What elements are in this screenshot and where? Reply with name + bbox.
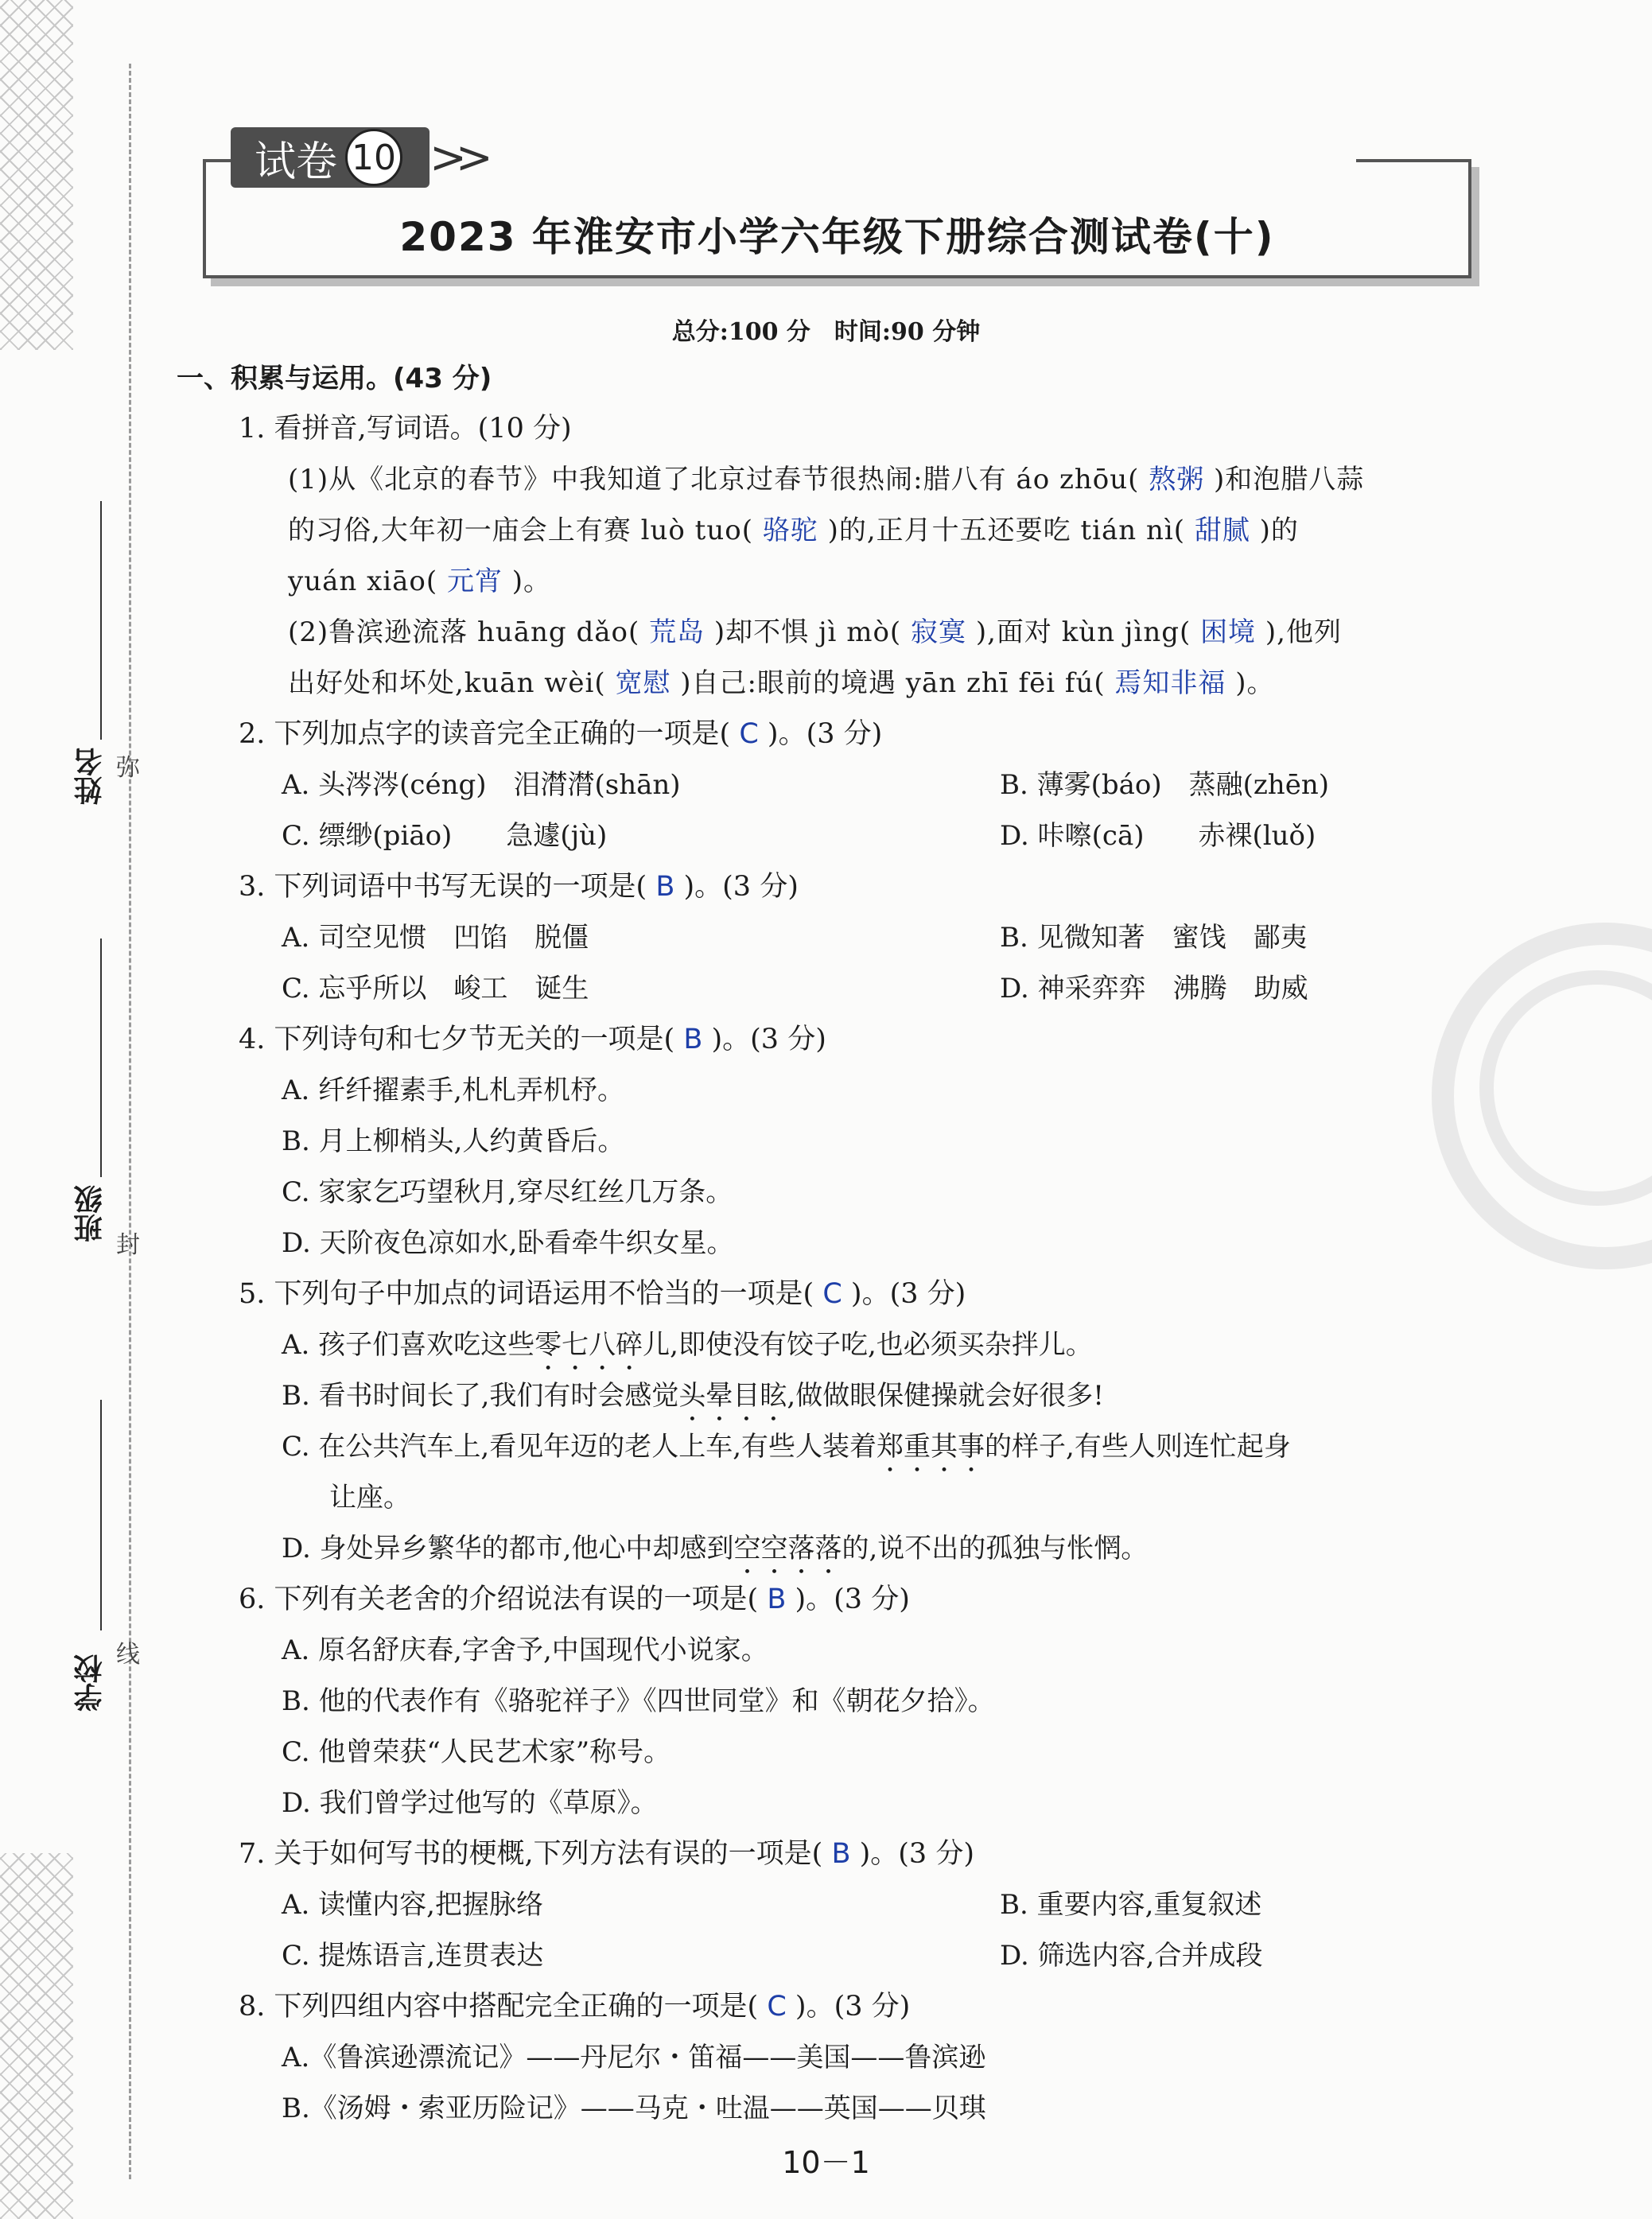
dotted-word: 零七八碎 [534, 1329, 643, 1361]
option-b: B. 月上柳梢头,人约黄昏后。 [282, 1125, 625, 1157]
question-1-line [177, 556, 1513, 607]
name-write-line [100, 501, 102, 740]
text: D. 身处异乡繁华的都市,他心中却感到 [282, 1533, 734, 1564]
text: )和泡腊八蒜 [1214, 464, 1365, 495]
option-row [177, 1879, 1513, 1930]
question-8-stem [177, 1981, 1513, 2032]
text: (1)从《北京的春节》中我知道了北京过春节很热闹:腊八有 áo zhōu( [288, 464, 1140, 495]
answer: B [767, 1584, 787, 1615]
text: ),面对 kùn jìng( [975, 616, 1191, 648]
question-1-stem: 1. 看拼音,写词语。(10 分) [239, 413, 572, 445]
text: )。 [511, 565, 552, 597]
seal-dashed-line [129, 64, 131, 2179]
text: 8. 下列四组内容中搭配完全正确的一项是( [239, 1991, 759, 2023]
chevron-icon: >> [430, 132, 482, 184]
exam-content [177, 354, 1513, 2134]
option-row [177, 1930, 1513, 1981]
option-b: B. 重要内容,重复叙述 [1000, 1889, 1262, 1921]
text: ,做做眼保健操就会好很多! [787, 1380, 1104, 1412]
text: )自己:眼前的境遇 yān zhī fēi fú( [680, 667, 1106, 699]
option-d: D. 天阶夜色凉如水,卧看牵牛织女星。 [282, 1227, 734, 1259]
answer: 荒岛 [649, 616, 706, 648]
answer: 焉知非福 [1114, 667, 1226, 699]
option-b: B.《汤姆・索亚历险记》——马克・吐温——英国——贝琪 [282, 2093, 986, 2124]
option-row [177, 760, 1513, 810]
question-5-stem [177, 1269, 1513, 1319]
text: 2. 下列加点字的读音完全正确的一项是( [239, 718, 731, 750]
text: 3. 下列词语中书写无误的一项是( [239, 871, 647, 903]
text: )的,正月十五还要吃 tián nì( [827, 515, 1186, 546]
exam-meta: 总分:100 分 时间:90 分钟 [671, 318, 981, 346]
hatch-pattern-top [0, 0, 73, 350]
text: )。(3 分) [767, 718, 883, 750]
answer: B [655, 871, 675, 903]
option-c: C. 忘乎所以 峻工 诞生 [282, 973, 589, 1005]
text: 5. 下列句子中加点的词语运用不恰当的一项是( [239, 1278, 814, 1310]
text: 4. 下列诗句和七夕节无关的一项是( [239, 1024, 675, 1055]
option-a: A. 头涔涔(céng) 泪潸潸(shān) [282, 769, 681, 801]
option-b: B. 薄雾(báo) 蒸融(zhēn) [1000, 769, 1329, 801]
option-b [177, 1370, 1513, 1421]
option-c-continued: 让座。 [329, 1482, 410, 1514]
option-row [177, 912, 1513, 963]
text: 的,说不出的孤独与怅惘。 [842, 1533, 1149, 1564]
text: )。(3 分) [683, 871, 799, 903]
school-write-line [100, 1400, 102, 1630]
text: )却不惧 jì mò( [713, 616, 902, 648]
text: )。(3 分) [795, 1584, 910, 1615]
option-c: C. 他曾荣获“人民艺术家”称号。 [282, 1736, 671, 1768]
option-a [177, 1319, 1513, 1370]
answer: 困境 [1200, 616, 1257, 648]
text: 出好处和坏处,kuān wèi( [288, 667, 606, 699]
text: C. 在公共汽车上,看见年迈的老人上车,有些人装着 [282, 1431, 877, 1463]
question-1-line [177, 454, 1513, 505]
text: yuán xiāo( [288, 565, 438, 597]
text: 的样子,有些人则连忙起身 [985, 1431, 1291, 1463]
class-write-line [100, 939, 102, 1177]
exam-tag-number: 10 [345, 129, 402, 186]
option-c: C. 家家乞巧望秋月,穿尽红丝几万条。 [282, 1176, 733, 1208]
text: )。(3 分) [859, 1838, 974, 1870]
answer: C [767, 1991, 787, 2023]
question-1-line [177, 658, 1513, 709]
text: A. 孩子们喜欢吃这些 [282, 1329, 535, 1361]
dotted-word: 空空落落 [733, 1533, 842, 1564]
answer: C [739, 718, 759, 750]
answer: 元宵 [446, 565, 503, 597]
text: (2)鲁滨逊流落 huāng dǎo( [288, 616, 640, 648]
answer: 寂寞 [911, 616, 966, 648]
option-c: C. 提炼语言,连贯表达 [282, 1940, 544, 1972]
section-title: 一、积累与运用。(43 分) [177, 363, 492, 394]
answer: 熬粥 [1149, 464, 1205, 495]
option-d: D. 我们曾学过他写的《草原》。 [282, 1787, 658, 1819]
answer: 骆驼 [762, 515, 818, 546]
text: ),他列 [1265, 616, 1342, 648]
option-a: A.《鲁滨逊漂流记》——丹尼尔・笛福——美国——鲁滨逊 [282, 2042, 986, 2073]
text: 儿,即使没有饺子吃,也必须买杂拌儿。 [643, 1329, 1093, 1361]
text: B. 看书时间长了,我们有时会感觉 [282, 1380, 679, 1412]
school-label: 学校 [74, 1654, 107, 1712]
option-d: D. 咔嚓(cā) 赤裸(luǒ) [1000, 820, 1316, 852]
option-d [177, 1523, 1513, 1574]
answer: B [683, 1024, 703, 1055]
seal-char-2: 封 [116, 1231, 140, 1259]
text: )。(3 分) [850, 1278, 966, 1310]
class-label: 班级 [74, 1185, 107, 1242]
option-a: A. 原名舒庆春,字舍予,中国现代小说家。 [282, 1634, 768, 1666]
dotted-word: 头晕目眩 [678, 1380, 787, 1412]
seal-char-3: 线 [116, 1641, 140, 1669]
text: 的习俗,大年初一庙会上有赛 luò tuo( [288, 515, 753, 546]
option-b: B. 见微知著 蜜饯 鄙夷 [1000, 922, 1308, 954]
question-1-line [177, 607, 1513, 658]
option-b: B. 他的代表作有《骆驼祥子》《四世同堂》和《朝花夕拾》。 [282, 1685, 995, 1717]
question-1-line [177, 505, 1513, 556]
page-number: 10－1 [782, 2145, 870, 2180]
option-c [177, 1421, 1513, 1472]
option-row [177, 963, 1513, 1014]
option-d: D. 筛选内容,合并成段 [1000, 1940, 1263, 1972]
text: )。(3 分) [711, 1024, 826, 1055]
text: )。 [1235, 667, 1275, 699]
answer: B [831, 1838, 851, 1870]
question-4-stem [177, 1014, 1513, 1065]
text: 6. 下列有关老舍的介绍说法有误的一项是( [239, 1584, 759, 1615]
answer: 宽慰 [615, 667, 671, 699]
exam-tag [231, 127, 430, 188]
seal-char-1: 弥 [116, 754, 140, 782]
option-a: A. 司空见惯 凹馅 脱僵 [282, 922, 589, 954]
option-a: A. 纤纤擢素手,札札弄机杼。 [282, 1075, 624, 1106]
text: )的 [1259, 515, 1299, 546]
question-2-stem [177, 709, 1513, 760]
option-a: A. 读懂内容,把握脉络 [282, 1889, 543, 1921]
option-row [177, 810, 1513, 861]
name-label: 姓名 [74, 748, 107, 805]
exam-tag-label: 试卷 [255, 138, 338, 186]
answer: C [822, 1278, 842, 1310]
dotted-word: 郑重其事 [877, 1431, 985, 1463]
answer: 甜腻 [1194, 515, 1250, 546]
text: )。(3 分) [795, 1991, 911, 2023]
question-6-stem [177, 1574, 1513, 1625]
option-d: D. 神采弈弈 沸腾 助威 [1000, 973, 1308, 1005]
question-7-stem [177, 1828, 1513, 1879]
question-3-stem [177, 861, 1513, 912]
text: 7. 关于如何写书的梗概,下列方法有误的一项是( [239, 1838, 823, 1870]
page-title: 2023 年淮安市小学六年级下册综合测试卷(十) [399, 214, 1275, 260]
option-c: C. 缥缈(piāo) 急遽(jù) [282, 820, 608, 852]
